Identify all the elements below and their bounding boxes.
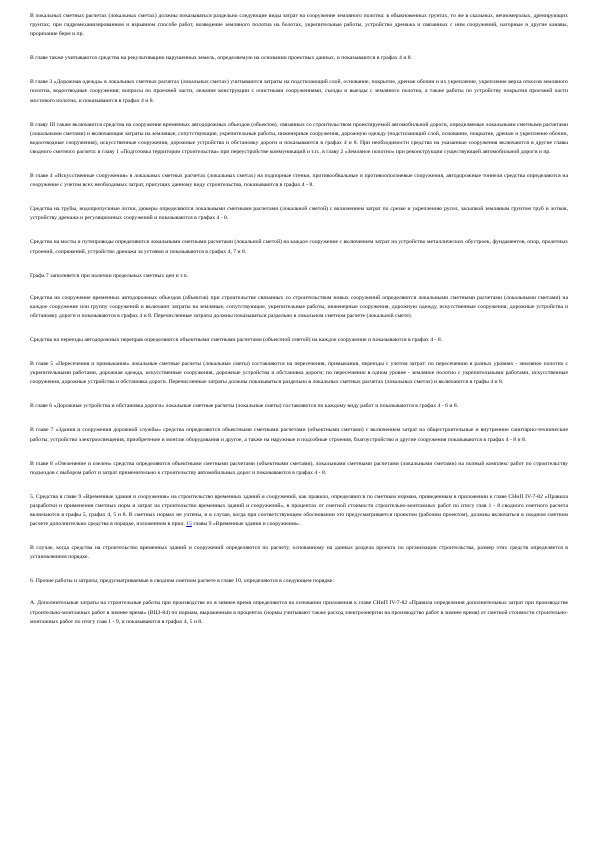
paragraph-recultivation: В главе также учитываются средства на рекультивацию нарушенных земель, определяемую на основании проектных данных, и показываются в графах 4 и 8. [30, 55, 413, 62]
paragraph-detour-structures: Средства на сооружение временных автодорожных объездов (объектов) при строительстве связанных со строительством новых сооружений определяются локальными сметными расчетами (локальными сметами) на каждое сооружение или группу сооружений и включают затраты на земляные, сопутствующие, укрепительные работы, инженерные сооружения, дорожную одежду, искусственные сооружения, дорожные устройства и обстановку дороги и показываются в графах 4 и 8. Перечисленные затраты должны показываться раздельно в локальном сметном расчете (локальной смете). [30, 294, 568, 319]
paragraph-other-works: 6. Прочие работы и затраты, предусматриваемые в сводном сметном расчете в главе 10, определяются в следующем порядке: [30, 578, 334, 585]
paragraph-crossings-ferries: Средства на переезды автодорожных переправ определяются объектными сметными расчетами (объектной сметой) на каждое сооружение и показываются в графах 4 - 8. [30, 336, 443, 343]
appendix-link[interactable]: 15 [186, 521, 192, 528]
paragraph-column-7: Графа 7 заполняется при наличии предельных сметных цен и т.п. [30, 272, 189, 279]
paragraph-artificial-structures: В главе 4 «Искусственные сооружения» в локальных сметных расчетах (локальных сметах) на подпорные стенки, противообвальные и противооползневые сооружения, автодорожные тоннели средства определяются на сооружение с учетом всех необходимых затрат, присущих данному виду строительства, показываются в графах 4 - 8. [30, 173, 568, 189]
paragraph-temporary-detours: В главу III также включаются средства на сооружение временных автодорожных объездов (объектов), связанных со строительством проектируемой автомобильной дороги, определяемые локальными сметными расчетами (локальными сметами) и включающие затраты на земляные, сопутствующие, укрепительные работы, инженерные сооружения, дорожную одежду (подстилающий слой, основание, покрытие, дренаж и укрепление обочин, водоотводные сооружения), искусственные сооружения, дорожные устройства и обстановку дороги и показываются в графах 4 и 8. При необходимости средства на указанные сооружения включаются в другие главы сводного сметного расчета: в главу 1 «Подготовка территории строительства» при переустройстве коммуникаций и т.п., в главу 2 «Земляное полотно» при реконструкции существующей автомобильной дороги и пр. [30, 121, 568, 155]
paragraph-intersections: В главе 5 «Пересечения и примыкания» локальные сметные расчеты (локальные сметы) составляются на пересечения, примыкания, переезды с учетом затрат: по пересечению в разных уровнях - земляное полотно с укрепительными работами, дорожная одежда, искусственные сооружения, дорожные устройства и обстановка дороги; по пересечению в одном уровне - земляное полотно с укрепительными работами, искусственные сооружения, дорожные устройства и обстановка дороги. Перечисленные затраты должны показываться раздельно в локальных сметных расчетах (локальных сметах) и включаются в графы 4 и 8. [30, 361, 568, 386]
paragraph-temporary-buildings [30, 493, 568, 529]
paragraph-pipes-culverts: Средства на трубы, водопропускные лотки, дюкеры определяются локальными сметными расчетами (локальной сметой) с включением затрат по срезке и укреплению русел, засыпкой земляным грунтом труб и лотков, устройству дренажа и регуляционных сооружений и показываются в графах 4 - 8. [30, 206, 568, 222]
paragraph-landscaping: В главе 8 «Озеленение и озелен» средства определяются объектными сметными расчетами (объектными сметами), локальными сметными расчетами (локальными сметами) на полный комплекс работ по строительству подъездов с выбором работ и затрат применительно к строительству автомобильных дорог и показываются в графах 4 - 8. [30, 460, 568, 476]
appendix-link-suffix: главы 9 «Временные здания и сооружения». [191, 521, 301, 528]
paragraph-earthworks: В локальных сметных расчетах (локальных сметах) должны показываться раздельно следующие виды затрат на сооружение земляного полотна: в обыкновенных грунтах, то же в скальных, вечномерзлых, дренирующих грунтах; при гидромеханизированном и взрывном способе работ, возведение земляного полотна на болотах, укрепительные работы, устройство дренажа и связанных с ним сооружений, нагорные и другие канавы, прорезание берм и пр. [30, 13, 568, 38]
paragraph-road-furniture: В главе 6 «Дорожные устройства и обстановка дороги» локальные сметные расчеты (локальные сметы) составляются по каждому виду работ и показываются в графах 4 - 6 и 8. [30, 403, 459, 410]
paragraph-temporary-buildings-text: 5. Средства в главе 9 «Временные здания и сооружения» на строительство временных зданий и сооружений, как правило, определяются по сметным нормам, приведенным в приложении к главе СНиП IV-7-82 «Правила разработки и применения сметных норм и затрат на строительство временных зданий и сооружений», в процентах от сметной стоимости строительно-монтажных работ по итогу глав 1 - 8 сводного сметного расчета включаются в графы 5, графах 4, 5 и 8. В сметных нормах не учтены, и в случае, когда при соответствующем обосновании это предусматривается проектом (рабочим проектом), должны включаться в сводном сметном расчете дополнительно средства в порядке, изложенном в прил. [30, 493, 568, 528]
paragraph-service-buildings: В главе 7 «Здания и сооружения дорожной службы» средства определяются объектными сметными расчетами (объектными сметами) с включением затрат на общестроительные и внутренние санитарно-технические работы, устройство электроосвещения, приобретение и монтаж оборудования и другое, а также на наружные и подсобные строения, благоустройство и другие сооружения показываются в графах 4 - 8 и 8. [30, 427, 568, 443]
paragraph-calculation-basis: В случае, когда средства на строительство временных зданий и сооружений определяются по расчету, основанному на данных раздела проекта по организации строительства, размер этих средств определяется в установленном порядке. [30, 545, 568, 561]
paragraph-bridges: Средства на мосты и путепроводы определяются локальными сметными расчетами (локальной сметой) на каждое сооружение с включением затрат на устройство металлических обустроек, фундаментов, опор, пролетных строений, сопряжений, устройство дренажа за устоями и показываются в графах 4, 7 и 8. [30, 239, 568, 255]
paragraph-winter-costs: А. Дополнительные затраты на строительные работы при производстве их в зимнее время определяются на основании приложения к главе СНиП IV-7-82 «Правила определения дополнительных затрат при производстве строительно-монтажных работ в зимнее время» (ВЦЗ-84) по нормам, выраженным в процентах (нормы учитывают также расход электроэнергии на производство работ в зимнее время) от сметной стоимости строительно-монтажных работ по итогу глав 1 - 9, и показываются в графах 4, 5 и 8. [30, 600, 568, 625]
document-body [30, 12, 568, 642]
paragraph-road-surface: В главе 3 «Дорожная одежда» в локальных сметных расчетах (локальных сметах) учитываются затраты на подстилающий слой, основание, покрытие, дренаж обочин и их укрепление, укрепление верха откосов земляного полотна, водоотводные сооружения; вопросы по проезжей части, лежачие конструкции с очистными сооружениями, съезды и выезды с земляного полотна, а также работы по устройству покрытия проезжей части мостового полотна, и показываются в графах 4 и 8. [30, 79, 568, 104]
